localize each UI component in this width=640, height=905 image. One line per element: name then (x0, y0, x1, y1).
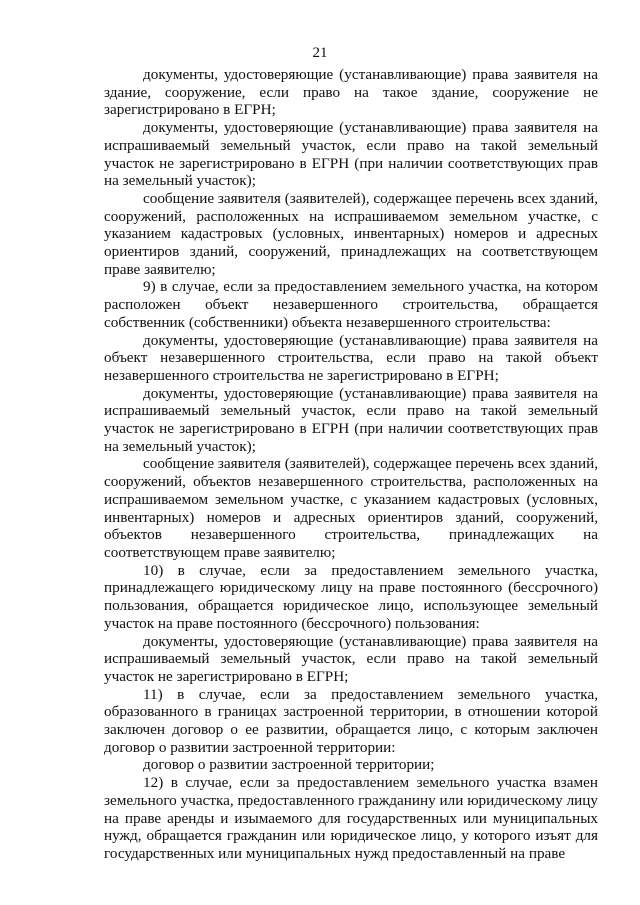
paragraph: сообщение заявителя (заявителей), содержащее перечень всех зданий, сооружений, объектов незавершенного строительства, расположенных на испрашиваемом земельном участке, с указанием кадастровых (условных, инвентарных) номеров и адресных ориентиров зданий, сооружений, объектов незавершенного строительства, принадлежащих на соответствующем праве заявителю; (104, 455, 598, 561)
page-number: 21 (312, 45, 328, 61)
paragraph: 12) в случае, если за предоставлением земельного участка взамен земельного участка, предоставленного гражданину или юридическому лицу на праве аренды и изымаемого для государственных или муниципальных нужд, обращается гражданин или юридическое лицо, у которого изъят для государственных или муниципальных нужд предоставленный на праве (104, 774, 598, 862)
paragraph: документы, удостоверяющие (устанавливающие) права заявителя на испрашиваемый земельный участок, если право на такой земельный участок не зарегистрировано в ЕГРН (при наличии соответствующих прав на земельный участок); (104, 119, 598, 190)
paragraph: документы, удостоверяющие (устанавливающие) права заявителя на испрашиваемый земельный участок, если право на такой земельный участок не зарегистрировано в ЕГРН (при наличии соответствующих прав на земельный участок); (104, 384, 598, 455)
paragraph: документы, удостоверяющие (устанавливающие) права заявителя на объект незавершенного строительства, если право на такой объект незавершенного строительства не зарегистрировано в ЕГРН; (104, 331, 598, 384)
paragraph: документы, удостоверяющие (устанавливающие) права заявителя на здание, сооружение, если право на такое здание, сооружение не зарегистрировано в ЕГРН; (104, 66, 598, 119)
paragraph: договор о развитии застроенной территории; (143, 756, 435, 774)
paragraph: документы, удостоверяющие (устанавливающие) права заявителя на испрашиваемый земельный участок, если право на такой земельный участок не зарегистрировано в ЕГРН; (104, 632, 598, 685)
paragraph: 11) в случае, если за предоставлением земельного участка, образованного в границах застроенной территории, в отношении которой заключен договор о ее развитии, обращается лицо, с которым заключен договор о развитии застроенной территории: (104, 685, 598, 756)
paragraph: 9) в случае, если за предоставлением земельного участка, на котором расположен объект незавершенного строительства, обращается собственник (собственники) объекта незавершенного строительства: (104, 278, 598, 331)
document-body (104, 66, 598, 863)
paragraph: сообщение заявителя (заявителей), содержащее перечень всех зданий, сооружений, расположенных на испрашиваемом земельном участке, с указанием кадастровых (условных, инвентарных) номеров и адресных ориентиров зданий, сооружений, принадлежащих на соответствующем праве заявителю; (104, 189, 598, 278)
paragraph: 10) в случае, если за предоставлением земельного участка, принадлежащего юридическому лицу на праве постоянного (бессрочного) пользования, обращается юридическое лицо, использующее земельный участок на праве постоянного (бессрочного) пользования: (104, 561, 598, 632)
